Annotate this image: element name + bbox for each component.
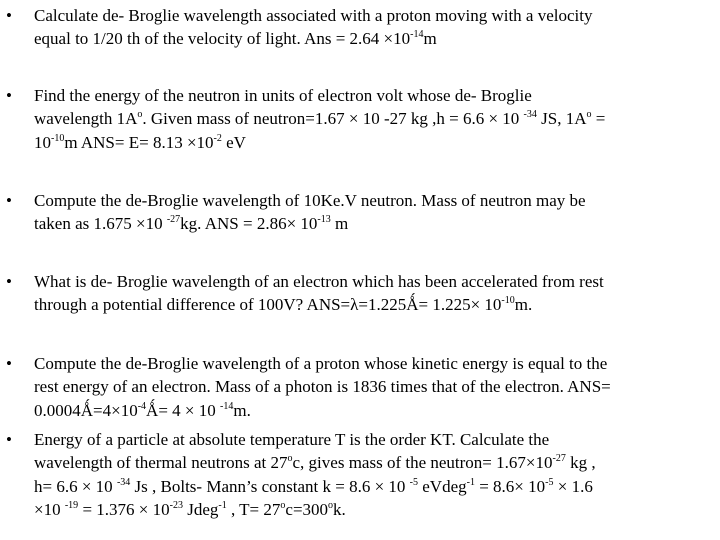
bullet-text [34, 428, 596, 522]
bullet-icon: • [6, 354, 12, 373]
text-run: Compute the de-Broglie wavelength of 10Ke.V neutron. Mass of neutron may be [34, 191, 586, 210]
text-line [34, 107, 605, 130]
superscript: -13 [317, 214, 331, 226]
text-line [34, 84, 605, 107]
text-run: × 1.6 [553, 476, 593, 496]
text-run: h= 6.6 × 10 [34, 476, 117, 496]
text-run: wavelength 1A [34, 109, 138, 129]
text-run: m. [233, 400, 251, 420]
text-run: c, gives mass of the neutron= 1.67×10 [292, 453, 553, 473]
text-run: , T= 27 [226, 500, 281, 520]
bullet-text [34, 4, 593, 51]
superscript: o [280, 500, 286, 512]
superscript: -34 [116, 476, 131, 488]
bullet-text [34, 352, 611, 422]
text-run: taken as 1.675 ×10 [34, 214, 167, 234]
superscript: -5 [545, 476, 554, 488]
superscript: -10 [51, 132, 65, 144]
text-line [34, 428, 596, 451]
text-line [34, 498, 596, 521]
bullet-icon: • [6, 191, 12, 210]
text-run: m [423, 29, 437, 49]
text-run: through a potential difference of 100V? ANS=λ=1.225Ǻ= 1.225× 10 [34, 295, 502, 315]
text-line [34, 131, 605, 154]
superscript: -23 [169, 500, 183, 512]
superscript: o [586, 109, 592, 121]
superscript: -10 [501, 295, 515, 307]
superscript: o [287, 453, 293, 465]
text-line [34, 451, 596, 474]
bullet-text [34, 270, 604, 317]
superscript: -27 [166, 214, 181, 226]
superscript: -19 [64, 500, 79, 512]
text-run: JS, 1A [536, 109, 587, 129]
text-line [34, 375, 611, 398]
text-run: 0.0004Ǻ=4×10 [34, 400, 138, 420]
superscript: -34 [523, 109, 537, 121]
bullet-icon: • [6, 6, 12, 25]
text-line [34, 189, 586, 212]
bullet-icon: • [6, 86, 12, 105]
text-run: = 8.6× 10 [474, 476, 546, 496]
text-line [34, 399, 611, 422]
superscript: o [328, 500, 334, 512]
bullet-icon: • [6, 272, 12, 291]
superscript: -1 [218, 500, 227, 512]
text-run: rest energy of an electron. Mass of a photon is 1836 times that of the electron. ANS= [34, 377, 611, 397]
superscript: -27 [552, 453, 566, 465]
text-run: Energy of a particle at absolute temperature T is the order KT. Calculate the [34, 430, 550, 449]
text-run: ×10 [34, 500, 65, 520]
text-run: Compute the de-Broglie wavelength of a proton whose kinetic energy is equal to the [34, 354, 608, 373]
text-line [34, 293, 604, 316]
bullet-text [34, 189, 586, 236]
bullet-icon: • [6, 430, 12, 449]
text-run: Ǻ= 4 × 10 [146, 400, 220, 420]
superscript: -1 [466, 476, 475, 488]
text-run: Find the energy of the neutron in units of electron volt whose de- Broglie [34, 86, 532, 105]
text-line [34, 352, 611, 375]
superscript: -2 [213, 132, 222, 144]
text-run: k. [333, 500, 346, 520]
text-line [34, 27, 593, 50]
text-run: eVdeg [418, 476, 467, 496]
text-run: equal to 1/20 th of the velocity of light. Ans = 2.64 ×10 [34, 29, 411, 49]
text-run: What is de- Broglie wavelength of an electron which has been accelerated from rest [34, 272, 604, 291]
text-run: kg , [565, 453, 596, 473]
superscript: -5 [409, 476, 418, 488]
text-run: = 1.376 × 10 [78, 500, 170, 520]
bullet-text [34, 84, 605, 154]
text-run: kg. ANS = 2.86× 10 [180, 214, 318, 234]
superscript: -4 [137, 400, 147, 412]
text-run: eV [221, 132, 246, 152]
text-line [34, 212, 586, 235]
superscript: o [137, 109, 143, 121]
text-run: = [591, 109, 606, 129]
text-run: c=300 [285, 500, 329, 520]
text-run: m ANS= E= 8.13 ×10 [64, 132, 214, 152]
text-line [34, 270, 604, 293]
text-run: Calculate de- Broglie wavelength associated with a proton moving with a velocity [34, 6, 593, 25]
text-line [34, 4, 593, 27]
text-run: Jdeg [182, 500, 219, 520]
text-run: m [330, 214, 349, 234]
superscript: -14 [220, 400, 234, 412]
text-run: 10 [34, 132, 51, 152]
text-run: m. [514, 295, 533, 315]
text-line [34, 475, 596, 498]
text-run: . Given mass of neutron=1.67 × 10 -27 kg ,h = 6.6 × 10 [142, 109, 524, 129]
text-run: wavelength of thermal neutrons at 27 [34, 453, 288, 473]
text-run: Js , Bolts- Mann’s constant k = 8.6 × 10 [130, 476, 410, 496]
superscript: -14 [410, 29, 424, 41]
